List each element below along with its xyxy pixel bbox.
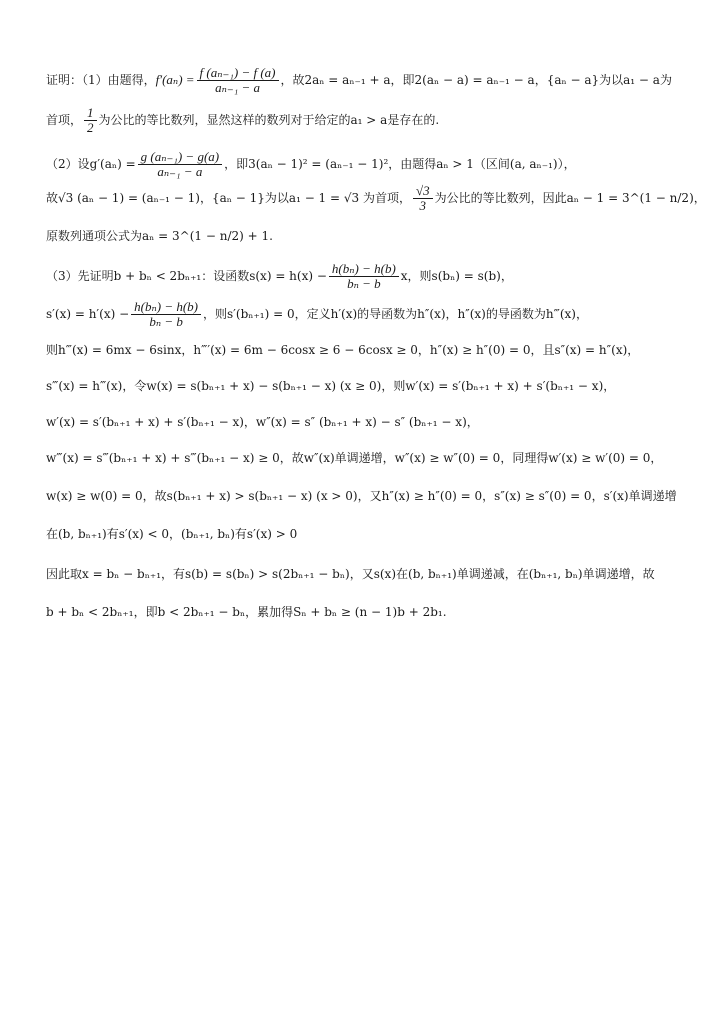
fraction: [131, 300, 201, 329]
fraction: [413, 184, 433, 213]
fraction-numerator: 1: [84, 106, 97, 121]
fraction-numerator: √3: [413, 184, 433, 199]
fraction: [329, 262, 399, 291]
proof-line-9: s‴(x) = h‴(x)，令w(x) = s(bₙ₊₁ + x) − s(bₙ₊₁ − x) (x ≥ 0)，则w′(x) = s′(bₙ₊₁ + x) + s′(bₙ₊₁ − x)，: [46, 379, 616, 393]
fraction-numerator: h(bₙ) − h(b): [329, 262, 399, 277]
line-text: ，即3(aₙ − 1)² = (aₙ₋₁ − 1)²，由题得aₙ > 1（区间(a, aₙ₋₁)），: [224, 157, 576, 171]
math-expr: f′(aₙ) =: [155, 72, 195, 87]
fraction: [138, 150, 223, 179]
proof-line-4: [46, 183, 706, 213]
line-text: 故√3 (aₙ − 1) = (aₙ₋₁ − 1)，{aₙ − 1}为以a₁ − 1 = √3 为首项，: [46, 191, 411, 205]
proof-line-5: 原数列通项公式为aₙ = 3^(1 − n/2) + 1.: [46, 229, 273, 243]
proof-line-1: [46, 66, 690, 95]
proof-line-7: [46, 300, 690, 329]
fraction-numerator: g (aₙ₋₁) − g(a): [138, 150, 223, 165]
proof-line-15: b + bₙ < 2bₙ₊₁，即b < 2bₙ₊₁ − bₙ，累加得Sₙ + bₙ ≥ (n − 1)b + 2b₁.: [46, 605, 447, 619]
proof-line-12: w(x) ≥ w(0) = 0，故s(bₙ₊₁ + x) > s(bₙ₊₁ − x) (x > 0)，又h″(x) ≥ h″(0) = 0，s″(x) ≥ s″(0) = 0，s′(x)单调递增: [46, 489, 677, 503]
proof-line-8: 则h‴(x) = 6mx − 6sinx，h‴′(x) = 6m − 6cosx ≥ 6 − 6cosx ≥ 0，h″(x) ≥ h″(0) = 0，且s″(x) = h″(x)，: [46, 343, 640, 357]
fraction-denominator: bₙ − b: [347, 276, 381, 291]
line-text: ，则s′(bₙ₊₁) = 0，定义h′(x)的导函数为h″(x)，h″(x)的导函数为h‴(x)，: [203, 307, 588, 321]
fraction: [197, 66, 279, 95]
proof-line-10: w′(x) = s′(bₙ₊₁ + x) + s′(bₙ₊₁ − x)，w″(x) = s″ (bₙ₊₁ + x) − s″ (bₙ₊₁ − x)，: [46, 415, 479, 429]
proof-line-14: 因此取x = bₙ − bₙ₊₁，有s(b) = s(bₙ) > s(2bₙ₊₁ − bₙ)，又s(x)在(b, bₙ₊₁)单调递减，在(bₙ₊₁, bₙ)单调递增，故: [46, 567, 655, 581]
fraction-denominator: aₙ₋₁ − a: [215, 80, 260, 95]
line-text: 为公比的等比数列，显然这样的数列对于给定的a₁ > a是存在的.: [98, 113, 440, 127]
fraction-denominator: aₙ₋₁ − a: [157, 164, 203, 179]
line-text: x，则s(bₙ) = s(b)，: [400, 269, 513, 283]
proof-line-13: 在(b, bₙ₊₁)有s′(x) < 0，(bₙ₊₁, bₙ)有s′(x) > 0: [46, 527, 298, 541]
line-text: 首项，: [46, 113, 83, 127]
fraction-denominator: 2: [87, 120, 94, 135]
line-text: （2）设g′(aₙ) =: [46, 157, 136, 171]
fraction: [84, 106, 97, 135]
line-text: s′(x) = h′(x) −: [46, 307, 130, 321]
fraction-numerator: h(bₙ) − h(b): [131, 300, 201, 315]
fraction-denominator: bₙ − b: [149, 314, 183, 329]
fraction-numerator: f (aₙ₋₁) − f (a): [197, 66, 279, 81]
proof-line-6: [46, 262, 690, 291]
proof-line-2: [46, 106, 690, 135]
line-text: 证明：（1）由题得，: [46, 73, 156, 87]
proof-line-11: w‴(x) = s‴(bₙ₊₁ + x) + s‴(bₙ₊₁ − x) ≥ 0，故w″(x)单调递增，w″(x) ≥ w″(0) = 0，同理得w′(x) ≥ w′(0) = 0，: [46, 451, 663, 465]
proof-line-3: [46, 150, 690, 179]
line-text: （3）先证明b + bₙ < 2bₙ₊₁：设函数s(x) = h(x) −: [46, 269, 327, 283]
fraction-denominator: 3: [419, 198, 427, 213]
line-text: ，故2aₙ = aₙ₋₁ + a，即2(aₙ − a) = aₙ₋₁ − a，{aₙ − a}为以a₁ − a为: [280, 73, 672, 87]
line-text: 为公比的等比数列，因此aₙ − 1 = 3^(1 − n/2)，: [434, 191, 706, 205]
